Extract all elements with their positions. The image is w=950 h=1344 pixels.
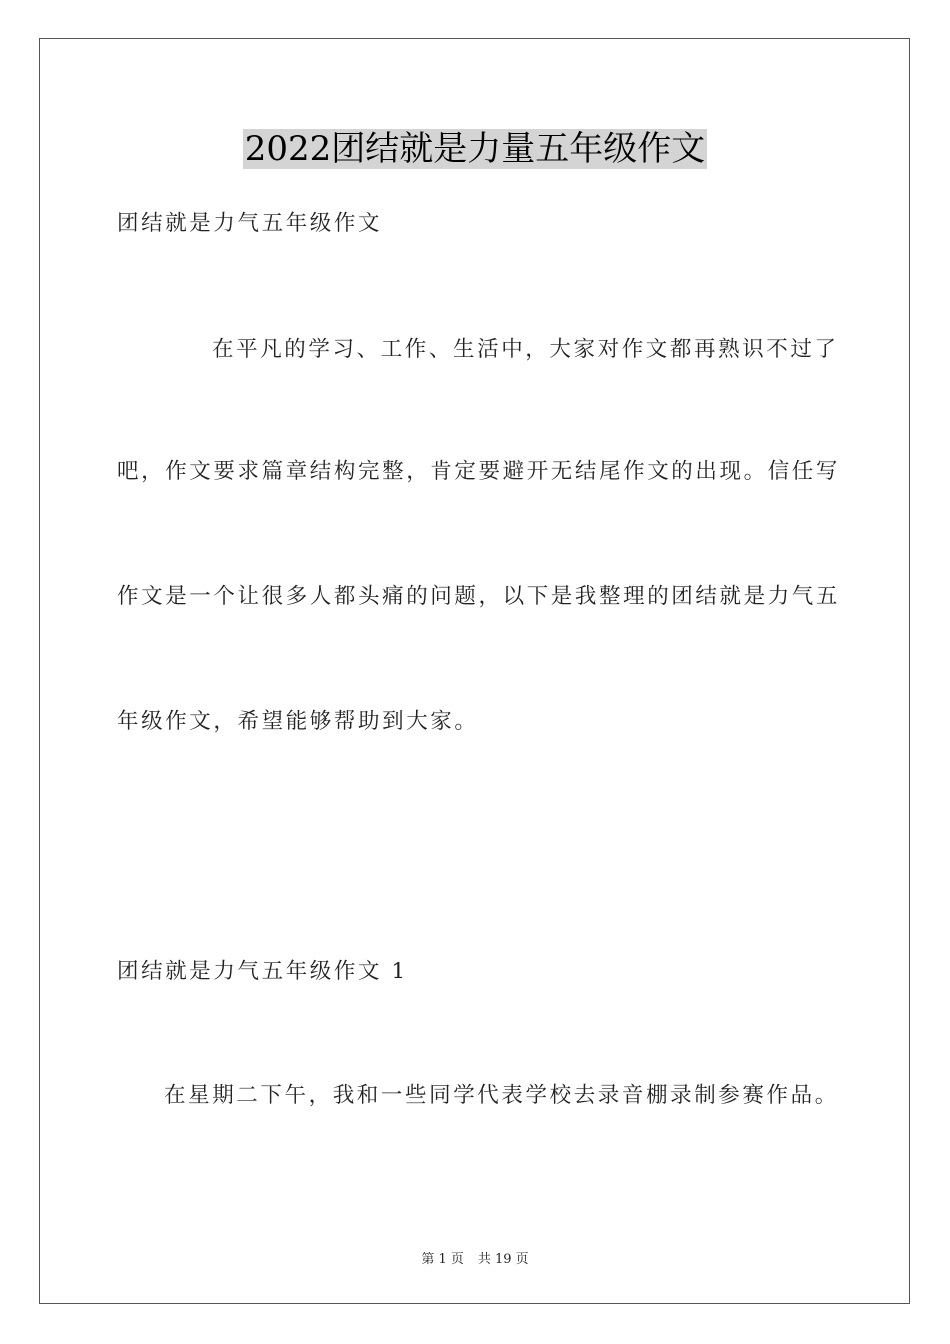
page-total: 共 19 页 — [477, 1252, 529, 1267]
intro-line-1: 在平凡的学习、工作、生活中，大家对作文都再熟识不过了 — [212, 337, 839, 362]
intro-line-3: 作文是一个让很多人都头痛的问题，以下是我整理的团结就是力气五 — [117, 584, 841, 609]
section-heading: 团结就是力气五年级作文 1 — [117, 959, 408, 984]
intro-line-2: 吧，作文要求篇章结构完整，肯定要避开无结尾作文的出现。信任写 — [117, 459, 841, 484]
intro-line-4: 年级作文，希望能够帮助到大家。 — [117, 709, 479, 734]
section-paragraph-line-1: 在星期二下午，我和一些同学代表学校去录音棚录制参赛作品。 — [164, 1083, 839, 1108]
page-number: 第 1 页 — [421, 1252, 464, 1267]
document-title — [0, 127, 950, 171]
page-footer — [0, 1248, 950, 1267]
title-text: 2022团结就是力量五年级作文 — [244, 129, 706, 169]
subtitle: 团结就是力气五年级作文 — [117, 211, 383, 236]
